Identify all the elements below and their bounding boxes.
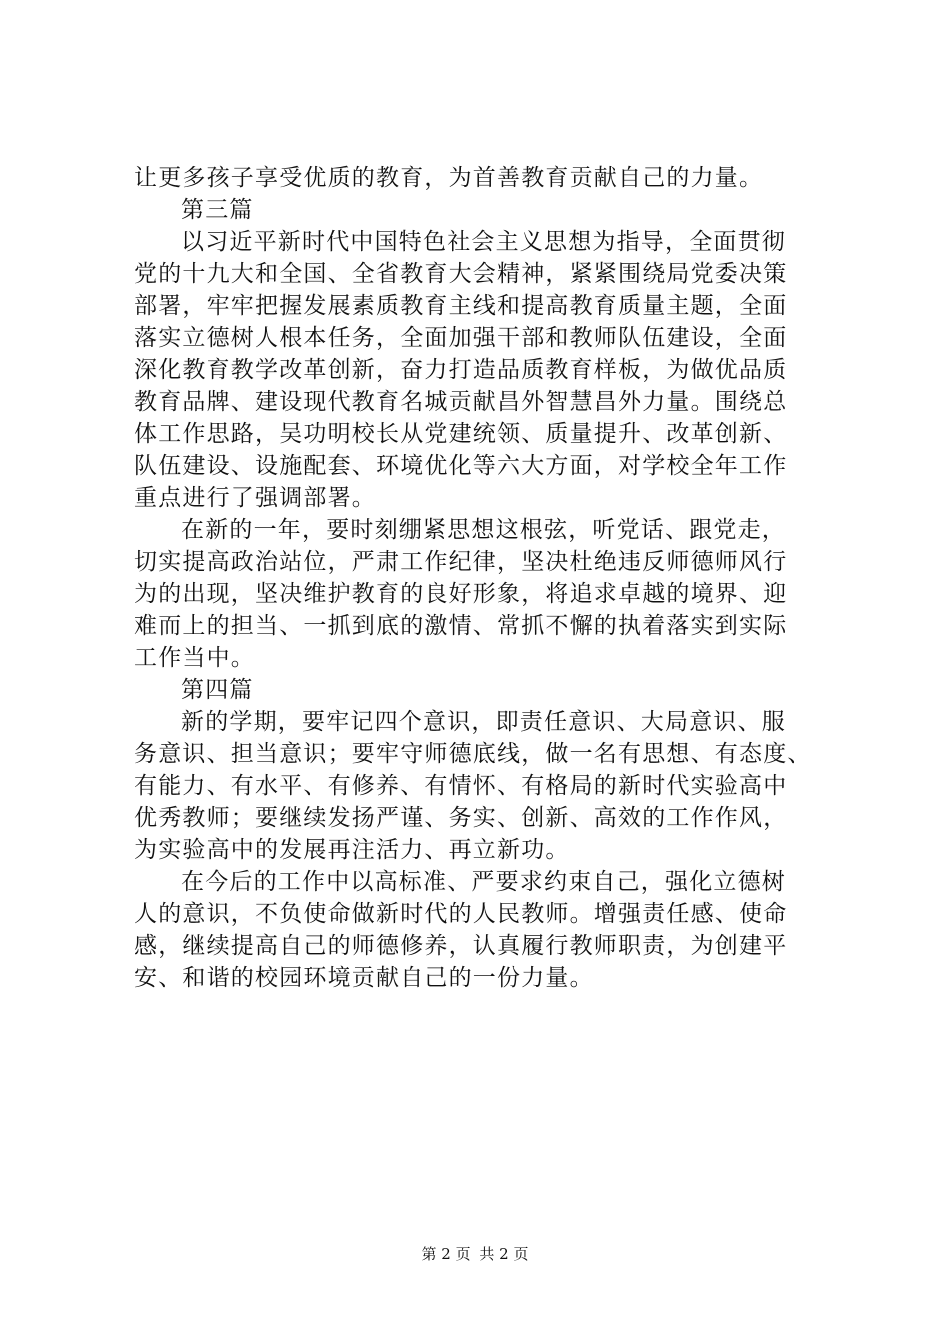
text-line: 重点进行了强调部署。 xyxy=(134,485,376,511)
text-line: 部署，牢牢把握发展素质教育主线和提高教育质量主题，全面 xyxy=(134,293,788,319)
text-line: 工作当中。 xyxy=(134,645,255,671)
text-line: 新的学期，要牢记四个意识，即责任意识、大局意识、服 xyxy=(181,709,786,735)
page-number: 第 2 页 xyxy=(421,1245,471,1263)
text-line: 第三篇 xyxy=(181,197,254,223)
text-line: 有能力、有水平、有修养、有情怀、有格局的新时代实验高中 xyxy=(134,773,788,799)
text-line: 在新的一年，要时刻绷紧思想这根弦，听党话、跟党走， xyxy=(181,517,786,543)
text-line: 以习近平新时代中国特色社会主义思想为指导，全面贯彻 xyxy=(181,229,786,255)
text-line: 为的出现，坚决维护教育的良好形象，将追求卓越的境界、迎 xyxy=(134,581,788,607)
text-line: 感，继续提高自己的师德修养，认真履行教师职责，为创建平 xyxy=(134,933,788,959)
text-line: 深化教育教学改革创新，奋力打造品质教育样板，为做优品质 xyxy=(134,357,788,383)
text-line: 体工作思路，吴功明校长从党建统领、质量提升、改革创新、 xyxy=(134,421,788,447)
page-footer xyxy=(0,1244,950,1264)
text-line: 教育品牌、建设现代教育名城贡献昌外智慧昌外力量。围绕总 xyxy=(134,389,788,415)
text-line: 第四篇 xyxy=(181,677,254,703)
text-line: 人的意识，不负使命做新时代的人民教师。增强责任感、使命 xyxy=(134,901,788,927)
text-line: 切实提高政治站位，严肃工作纪律，坚决杜绝违反师德师风行 xyxy=(134,549,788,575)
text-line: 在今后的工作中以高标准、严要求约束自己，强化立德树 xyxy=(181,869,786,895)
text-line: 安、和谐的校园环境贡献自己的一份力量。 xyxy=(134,965,594,991)
text-line: 务意识、担当意识；要牢守师德底线，做一名有思想、有态度、 xyxy=(134,741,812,767)
text-line: 优秀教师；要继续发扬严谨、务实、创新、高效的工作作风， xyxy=(134,805,788,831)
document-body xyxy=(134,162,834,994)
text-line: 让更多孩子享受优质的教育，为首善教育贡献自己的力量。 xyxy=(134,165,764,191)
text-line: 党的十九大和全国、全省教育大会精神，紧紧围绕局党委决策 xyxy=(134,261,788,287)
text-line: 为实验高中的发展再注活力、再立新功。 xyxy=(134,837,570,863)
text-line: 队伍建设、设施配套、环境优化等六大方面，对学校全年工作 xyxy=(134,453,788,479)
text-line: 落实立德树人根本任务，全面加强干部和教师队伍建设，全面 xyxy=(134,325,788,351)
text-line: 难而上的担当、一抓到底的激情、常抓不懈的执着落实到实际 xyxy=(134,613,788,639)
page-total: 共 2 页 xyxy=(479,1245,529,1263)
